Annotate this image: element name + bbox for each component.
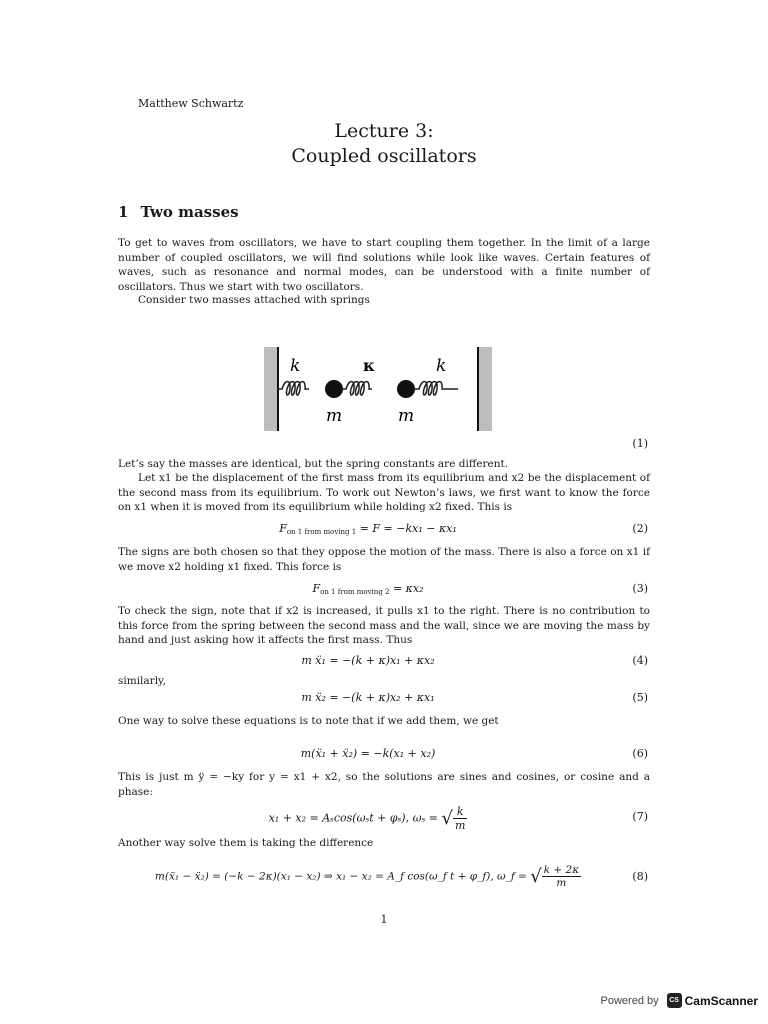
paragraph-sines: This is just m ÿ = −ky for y = x1 + x2, so the solutions are sines and cosines, or cosine and a phase: xyxy=(118,771,650,798)
equation-number: (6) xyxy=(632,747,648,760)
paragraph-similarly: similarly, xyxy=(118,675,166,687)
eq2-rhs: = F = −kx₁ − κx₁ xyxy=(356,522,457,535)
mass-left xyxy=(325,380,343,398)
equation-7 xyxy=(118,800,650,834)
spring-mass-figure xyxy=(262,343,494,435)
paragraph-difference: Another way solve them is taking the difference xyxy=(118,837,374,849)
paragraph-displacement: Let x1 be the displacement of the first mass from its equilibrium and x2 be the displacement of the second mass from its equilibrium. To work out Newton’s laws, we first want to know the force on x1 when it is moved from its equilibrium while holding x2 fixed. This is xyxy=(118,472,650,513)
label-m-right: m xyxy=(398,406,415,426)
eq3-rhs: = κx₂ xyxy=(389,582,424,595)
eq6-body: m(ẍ₁ + ẍ₂) = −k(x₁ + x₂) xyxy=(300,747,436,760)
powered-by-text: Powered by xyxy=(600,994,659,1007)
paragraph-identical: Let’s say the masses are identical, but the spring constants are different. xyxy=(118,458,509,470)
equation-number: (5) xyxy=(632,691,648,704)
left-wall xyxy=(264,347,278,431)
label-m-left: m xyxy=(326,406,343,426)
label-k-right: k xyxy=(436,356,447,376)
section-number: 1 xyxy=(118,203,129,221)
mass-right xyxy=(397,380,415,398)
paragraph-consider: Consider two masses attached with springs xyxy=(138,294,370,306)
equation-number: (1) xyxy=(632,437,648,450)
camscanner-logo xyxy=(667,993,758,1008)
eq3-lhs: F xyxy=(312,582,321,595)
label-k-left: k xyxy=(290,356,301,376)
eq2-subscript: on 1 from moving 1 xyxy=(286,528,357,536)
eq8-fraction: $\frac{k + 2\kappa}{m}$ xyxy=(543,864,580,889)
eq8-main: m(ẍ₁ − ẍ₂) = (−k − 2κ)(x₁ − x₂) ⇒ x₁ − x₂ = A_f cos(ω_f t + φ_f), ω_f = xyxy=(154,870,531,883)
equation-number: (3) xyxy=(632,582,648,595)
equation-number: (2) xyxy=(632,522,648,535)
lecture-title: Lecture 3: xyxy=(334,120,434,142)
spring-left xyxy=(278,382,309,396)
eq4-body: m ẍ₁ = −(k + κ)x₁ + κx₂ xyxy=(301,654,435,667)
camscanner-brand: CamScanner xyxy=(684,993,758,1008)
sqrt-icon: √ xyxy=(530,866,542,887)
equation-number: (4) xyxy=(632,654,648,667)
right-wall xyxy=(478,347,492,431)
author-name: Matthew Schwartz xyxy=(138,97,244,110)
spring-middle xyxy=(343,382,372,396)
paragraph-signs: The signs are both chosen so that they oppose the motion of the mass. There is also a force on x1 if we move x2 holding x1 fixed. This force is xyxy=(118,546,650,573)
page-number: 1 xyxy=(380,913,388,926)
sqrt-icon: √ xyxy=(441,808,453,829)
equation-8 xyxy=(118,860,650,894)
equation-number: (7) xyxy=(632,810,648,823)
paragraph-add: One way to solve these equations is to note that if we add them, we get xyxy=(118,715,499,727)
eq3-subscript: on 1 from moving 2 xyxy=(320,588,390,596)
section-title: Two masses xyxy=(140,203,239,221)
eq5-body: m ẍ₂ = −(k + κ)x₂ + κx₁ xyxy=(301,691,435,704)
camscanner-watermark xyxy=(601,993,758,1008)
spring-right xyxy=(415,382,458,396)
camscanner-icon: CS xyxy=(667,993,682,1008)
paragraph-intro: To get to waves from oscillators, we have to start coupling them together. In the limit of a large number of coupled oscillators, we will find solutions while look like waves. Certain features of waves, such as resonance and normal modes, can be understood with a finite number of oscillators. Thus we start with two oscillators. xyxy=(118,237,650,293)
label-kappa: κ xyxy=(363,356,375,375)
eq2-lhs: F xyxy=(279,522,287,535)
section-heading xyxy=(118,203,239,221)
equation-number: (8) xyxy=(632,870,648,883)
paragraph-check-sign: To check the sign, note that if x2 is increased, it pulls x1 to the right. There is no contribution to this force from the spring between the second mass and the wall, since we are moving the mass by hand and just asking how it affects the first mass. Thus xyxy=(118,605,650,646)
eq7-fraction: $\frac{k}{m}$ xyxy=(454,805,466,832)
lecture-subtitle: Coupled oscillators xyxy=(291,145,477,167)
eq7-main: x₁ + x₂ = Aₛcos(ωₛt + φₛ), ωₛ = xyxy=(268,811,442,825)
